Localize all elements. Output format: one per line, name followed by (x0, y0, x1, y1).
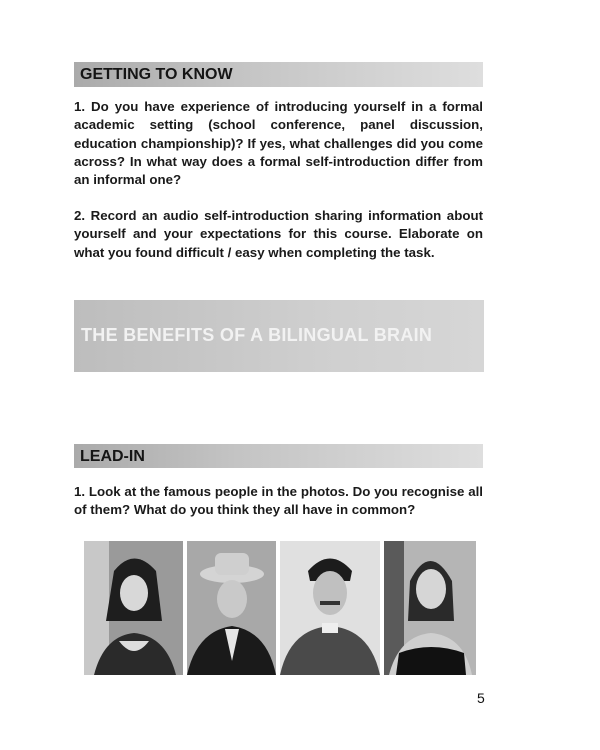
photo-man-hat (187, 541, 276, 675)
question-2: 2. Record an audio self-introduction sharing information about yourself and your expectations for this course. Elaborate on what you found difficult / easy when completing the task. (74, 208, 483, 260)
section-heading: LEAD-IN (80, 448, 145, 465)
photo-woman-headdress (84, 541, 183, 675)
section-heading-bar (74, 62, 483, 87)
photo-man-mustache (280, 541, 380, 675)
section-heading-bar (74, 444, 483, 468)
photo-woman-dress (384, 541, 476, 675)
chapter-banner (74, 300, 484, 372)
lead-in-question-1: 1. Look at the famous people in the photos. Do you recognise all of them? What do you think they all have in common? (74, 484, 483, 518)
page-number: 5 (477, 690, 485, 706)
question-1: 1. Do you have experience of introducing yourself in a formal academic setting (school conference, panel discussion, education championship)? If yes, what challenges did you come across? In what way does a formal self-introduction differ from an informal one? (74, 99, 483, 188)
chapter-title: THE BENEFITS OF A BILINGUAL BRAIN (81, 325, 433, 345)
section-heading: GETTING TO KNOW (80, 66, 233, 83)
